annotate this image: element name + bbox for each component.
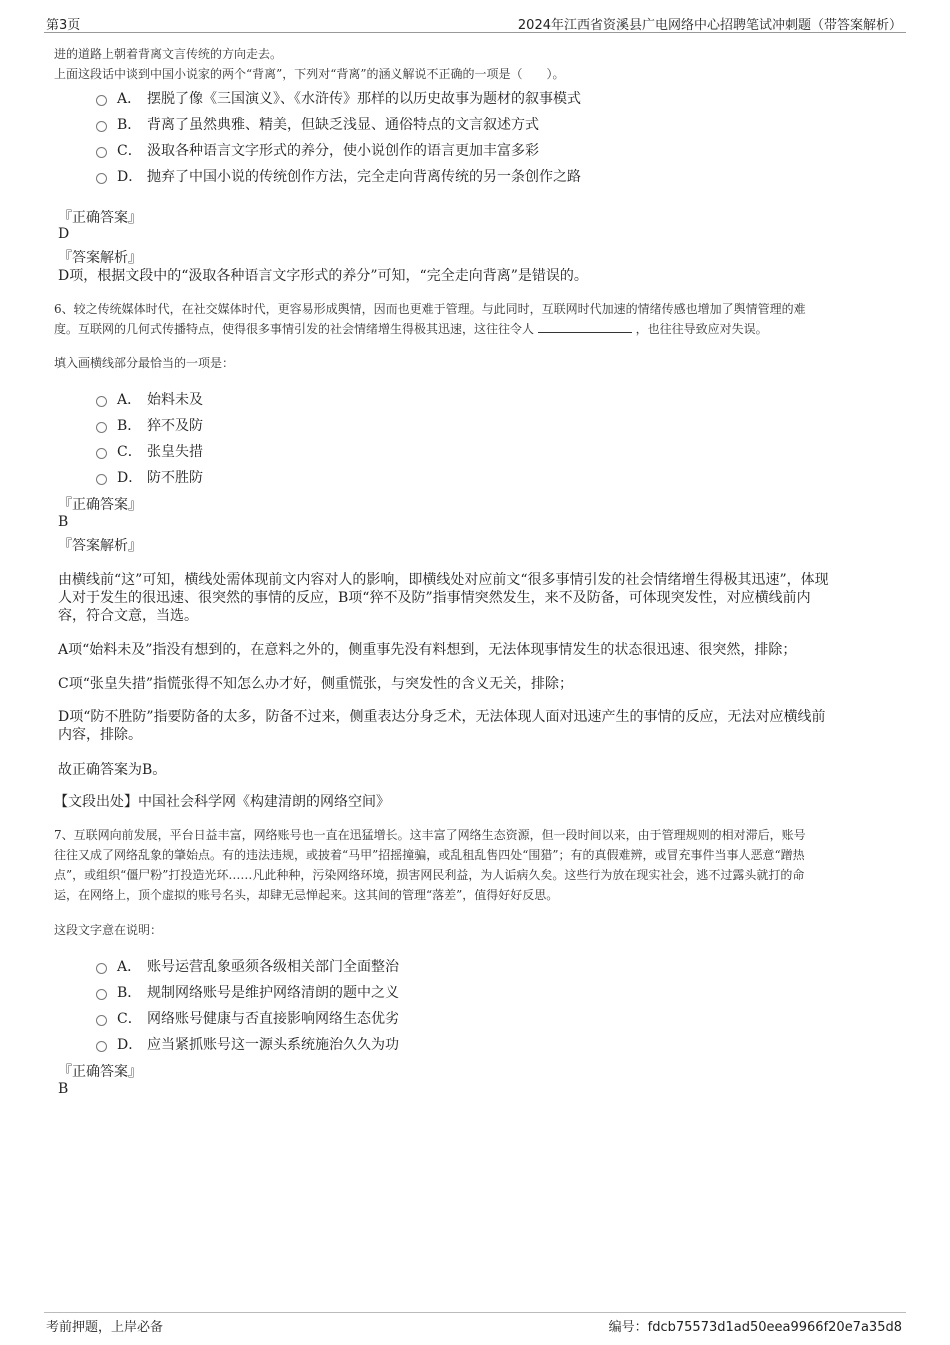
q6-analysis-d-l1: D项“防不胜防”指要防备的太多，防备不过来，侧重表达分身乏术，无法体现人面对迅速产生的事情的反应，无法对应横线前 xyxy=(58,709,826,725)
q6-analysis-d-l2: 内容，排除。 xyxy=(58,727,142,743)
q6-answer-label: 『正确答案』 xyxy=(58,497,142,513)
q7-answer: B xyxy=(58,1081,69,1097)
page-number: 第3页 xyxy=(46,18,81,33)
q6-analysis-label: 『答案解析』 xyxy=(58,538,142,554)
q7-option-a[interactable]: A． 账号运营乱象亟须各级相关部门全面整治 xyxy=(96,956,399,976)
q7-answer-label: 『正确答案』 xyxy=(58,1064,142,1080)
q6-conclusion: 故正确答案为B。 xyxy=(58,762,167,778)
q5-analysis-label: 『答案解析』 xyxy=(58,250,142,266)
footer-slogan: 考前押题，上岸必备 xyxy=(46,1320,164,1335)
q6-source: 【文段出处】中国社会科学网《构建清朗的网络空间》 xyxy=(54,794,390,810)
q6-analysis-c: C项“张皇失措”指慌张得不知怎么办才好，侧重慌张，与突发性的含义无关，排除； xyxy=(58,676,574,692)
q6-option-c[interactable]: C． 张皇失措 xyxy=(96,441,203,461)
q5-option-d[interactable]: D． 抛弃了中国小说的传统创作方法，完全走向背离传统的另一条创作之路 xyxy=(96,166,581,186)
q6-analysis-p1-l1: 由横线前“这”可知，横线处需体现前文内容对人的影响，即横线处对应前文“很多事情引发的社会情绪增生得极其迅速”，体现 xyxy=(58,572,829,588)
radio-icon[interactable] xyxy=(96,147,107,158)
q6-analysis-p1-l2: 人对于发生的很迅速、很突然的事情的反应，B项“猝不及防”指事情突然发生，来不及防备，可体现突发性，对应横线前内 xyxy=(58,590,811,606)
radio-icon[interactable] xyxy=(96,1015,107,1026)
q5-option-c[interactable]: C． 汲取各种语言文字形式的养分，使小说创作的语言更加丰富多彩 xyxy=(96,140,539,160)
q7-passage-l3: 点”，或组织“僵尸粉”打投造光环……凡此种种，污染网络环境，损害网民利益，为人诟病久矣。这些行为放在现实社会，逃不过露头就打的命 xyxy=(54,868,805,882)
radio-icon[interactable] xyxy=(96,95,107,106)
radio-icon[interactable] xyxy=(96,474,107,485)
q5-analysis: D项，根据文段中的“汲取各种语言文字形式的养分”可知，“完全走向背离”是错误的。 xyxy=(58,268,588,284)
q7-passage-l1: 7、互联网向前发展，平台日益丰富，网络账号也一直在迅猛增长。这丰富了网络生态资源，但一段时间以来，由于管理规则的相对滞后，账号 xyxy=(54,828,806,842)
q5-option-b[interactable]: B． 背离了虽然典雅、精美，但缺乏浅显、通俗特点的文言叙述方式 xyxy=(96,114,539,134)
radio-icon[interactable] xyxy=(96,448,107,459)
page-header xyxy=(44,12,906,33)
document-title: 2024年江西省资溪县广电网络中心招聘笔试冲刺题（带答案解析） xyxy=(517,18,902,33)
radio-icon[interactable] xyxy=(96,396,107,407)
radio-icon[interactable] xyxy=(96,173,107,184)
fill-blank xyxy=(538,320,632,333)
document-code: 编号：fdcb75573d1ad50eea9966f20e7a35d8 xyxy=(608,1320,902,1335)
q7-option-d[interactable]: D． 应当紧抓账号这一源头系统施治久久为功 xyxy=(96,1034,399,1054)
radio-icon[interactable] xyxy=(96,422,107,433)
q7-passage-l4: 运，在网络上，顶个虚拟的账号名头，却肆无忌惮起来。这其间的管理“落差”，值得好好反思。 xyxy=(54,888,559,902)
page-footer xyxy=(44,1312,906,1337)
q6-option-d[interactable]: D． 防不胜防 xyxy=(96,467,203,487)
q6-option-a[interactable]: A． 始料未及 xyxy=(96,389,203,409)
q6-analysis-a: A项“始料未及”指没有想到的，在意料之外的，侧重事先没有料想到，无法体现事情发生的状态很迅速、很突然，排除； xyxy=(58,642,797,658)
radio-icon[interactable] xyxy=(96,963,107,974)
q6-passage-line1: 6、较之传统媒体时代，在社交媒体时代，更容易形成舆情，因而也更难于管理。与此同时，互联网时代加速的情绪传感也增加了舆情管理的难 xyxy=(54,302,806,316)
q5-answer-label: 『正确答案』 xyxy=(58,210,142,226)
q7-option-c[interactable]: C． 网络账号健康与否直接影响网络生态优劣 xyxy=(96,1008,399,1028)
q6-answer: B xyxy=(58,514,69,530)
radio-icon[interactable] xyxy=(96,989,107,1000)
radio-icon[interactable] xyxy=(96,121,107,132)
q7-passage-l2: 往往又成了网络乱象的肇始点。有的违法违规，或披着“马甲”招摇撞骗，或乱租乱售四处“围猎”；有的真假难辨，或冒充事件当事人恶意“蹭热 xyxy=(54,848,805,862)
q5-passage-end: 进的道路上朝着背离文言传统的方向走去。 xyxy=(54,47,283,61)
q5-option-a[interactable]: A． 摆脱了像《三国演义》、《水浒传》那样的以历史故事为题材的叙事模式 xyxy=(96,88,581,108)
q6-question: 填入画横线部分最恰当的一项是： xyxy=(54,356,235,370)
q6-option-b[interactable]: B． 猝不及防 xyxy=(96,415,203,435)
q5-question: 上面这段话中谈到中国小说家的两个“背离”，下列对“背离”的涵义解说不正确的一项是（ ）。 xyxy=(54,67,565,81)
radio-icon[interactable] xyxy=(96,1041,107,1052)
q6-analysis-p1-l3: 容，符合文意，当选。 xyxy=(58,608,198,624)
q7-option-b[interactable]: B． 规制网络账号是维护网络清朗的题中之义 xyxy=(96,982,399,1002)
q7-question: 这段文字意在说明： xyxy=(54,923,163,937)
q5-answer: D xyxy=(58,226,70,242)
q6-passage-line2: 度。互联网的几何式传播特点，使得很多事情引发的社会情绪增生得极其迅速，这往往令人 ，也往往导致应对失误。 xyxy=(54,322,768,336)
